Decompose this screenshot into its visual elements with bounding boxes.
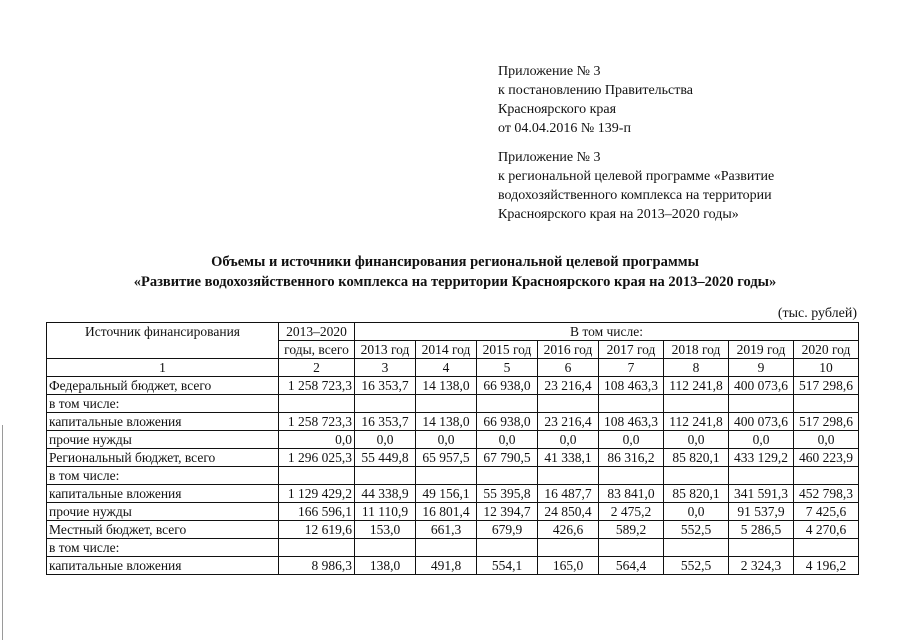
appendix-line: к постановлению Правительства bbox=[498, 83, 694, 98]
row-year-value: 4 270,6 bbox=[794, 521, 859, 539]
row-year-value: 49 156,1 bbox=[416, 485, 477, 503]
appendix-line: Красноярского края bbox=[498, 102, 617, 117]
row-year-value: 24 850,4 bbox=[538, 503, 599, 521]
header-total-line2: годы, всего bbox=[279, 341, 355, 359]
column-number: 1 bbox=[47, 359, 279, 377]
row-year-value bbox=[729, 539, 794, 557]
row-year-value bbox=[664, 467, 729, 485]
row-year-value: 138,0 bbox=[355, 557, 416, 575]
row-total-value bbox=[279, 395, 355, 413]
row-year-value: 83 841,0 bbox=[599, 485, 664, 503]
row-year-value: 0,0 bbox=[538, 431, 599, 449]
appendix-line: Красноярского края на 2013–2020 годы» bbox=[498, 207, 739, 222]
row-year-value: 153,0 bbox=[355, 521, 416, 539]
row-year-value: 165,0 bbox=[538, 557, 599, 575]
header-year: 2015 год bbox=[477, 341, 538, 359]
row-total-value: 1 296 025,3 bbox=[279, 449, 355, 467]
row-year-value bbox=[794, 467, 859, 485]
column-number: 4 bbox=[416, 359, 477, 377]
row-source-label: капитальные вложения bbox=[47, 413, 279, 431]
row-year-value: 517 298,6 bbox=[794, 377, 859, 395]
row-year-value: 0,0 bbox=[664, 503, 729, 521]
appendix-line: Приложение № 3 bbox=[498, 64, 601, 79]
row-year-value: 85 820,1 bbox=[664, 449, 729, 467]
row-source-label: Местный бюджет, всего bbox=[47, 521, 279, 539]
row-year-value: 7 425,6 bbox=[794, 503, 859, 521]
row-year-value: 66 938,0 bbox=[477, 413, 538, 431]
table-row bbox=[47, 539, 859, 557]
row-year-value: 112 241,8 bbox=[664, 413, 729, 431]
row-year-value: 0,0 bbox=[416, 431, 477, 449]
row-year-value: 426,6 bbox=[538, 521, 599, 539]
column-number: 7 bbox=[599, 359, 664, 377]
row-source-label: прочие нужды bbox=[47, 431, 279, 449]
row-source-label: прочие нужды bbox=[47, 503, 279, 521]
row-year-value: 460 223,9 bbox=[794, 449, 859, 467]
row-year-value: 14 138,0 bbox=[416, 413, 477, 431]
column-number: 10 bbox=[794, 359, 859, 377]
row-year-value: 552,5 bbox=[664, 557, 729, 575]
table-row bbox=[47, 377, 859, 395]
row-year-value bbox=[355, 395, 416, 413]
header-year: 2017 год bbox=[599, 341, 664, 359]
row-total-value: 0,0 bbox=[279, 431, 355, 449]
appendix-line: к региональной целевой программе «Развитие bbox=[498, 169, 775, 184]
row-year-value bbox=[599, 395, 664, 413]
row-year-value: 2 324,3 bbox=[729, 557, 794, 575]
column-number: 5 bbox=[477, 359, 538, 377]
row-year-value: 0,0 bbox=[794, 431, 859, 449]
column-number: 8 bbox=[664, 359, 729, 377]
table-row bbox=[47, 557, 859, 575]
row-year-value: 552,5 bbox=[664, 521, 729, 539]
table-row bbox=[47, 503, 859, 521]
row-year-value bbox=[355, 467, 416, 485]
row-year-value bbox=[477, 395, 538, 413]
appendix-government-decree bbox=[498, 62, 858, 138]
row-year-value: 67 790,5 bbox=[477, 449, 538, 467]
table-row bbox=[47, 485, 859, 503]
row-year-value: 16 353,7 bbox=[355, 377, 416, 395]
row-year-value: 11 110,9 bbox=[355, 503, 416, 521]
column-number-row bbox=[47, 359, 859, 377]
row-total-value: 8 986,3 bbox=[279, 557, 355, 575]
header-year: 2013 год bbox=[355, 341, 416, 359]
row-year-value bbox=[599, 539, 664, 557]
row-year-value bbox=[664, 395, 729, 413]
row-total-value bbox=[279, 539, 355, 557]
row-source-label: в том числе: bbox=[47, 467, 279, 485]
row-year-value bbox=[599, 467, 664, 485]
row-total-value: 1 258 723,3 bbox=[279, 377, 355, 395]
row-year-value: 0,0 bbox=[477, 431, 538, 449]
row-year-value bbox=[477, 539, 538, 557]
table-row bbox=[47, 467, 859, 485]
row-year-value bbox=[477, 467, 538, 485]
row-year-value: 55 395,8 bbox=[477, 485, 538, 503]
row-year-value bbox=[794, 395, 859, 413]
row-year-value bbox=[416, 395, 477, 413]
units-label: (тыс. рублей) bbox=[777, 306, 857, 321]
row-year-value: 16 353,7 bbox=[355, 413, 416, 431]
row-year-value bbox=[538, 539, 599, 557]
table-row bbox=[47, 431, 859, 449]
row-year-value: 517 298,6 bbox=[794, 413, 859, 431]
row-year-value: 0,0 bbox=[729, 431, 794, 449]
row-year-value: 400 073,6 bbox=[729, 377, 794, 395]
row-year-value bbox=[538, 467, 599, 485]
row-year-value: 23 216,4 bbox=[538, 413, 599, 431]
row-year-value: 65 957,5 bbox=[416, 449, 477, 467]
header-year: 2019 год bbox=[729, 341, 794, 359]
row-year-value: 55 449,8 bbox=[355, 449, 416, 467]
appendix-line: Приложение № 3 bbox=[498, 150, 601, 165]
row-year-value: 5 286,5 bbox=[729, 521, 794, 539]
header-year: 2018 год bbox=[664, 341, 729, 359]
row-year-value: 108 463,3 bbox=[599, 377, 664, 395]
row-total-value: 12 619,6 bbox=[279, 521, 355, 539]
column-number: 9 bbox=[729, 359, 794, 377]
column-number: 3 bbox=[355, 359, 416, 377]
row-year-value: 108 463,3 bbox=[599, 413, 664, 431]
row-source-label: капитальные вложения bbox=[47, 485, 279, 503]
appendix-line: от 04.04.2016 № 139-п bbox=[498, 121, 631, 136]
row-year-value bbox=[355, 539, 416, 557]
table-row bbox=[47, 521, 859, 539]
title-line-1: Объемы и источники финансирования региональной целевой программы bbox=[211, 254, 699, 270]
table-row bbox=[47, 449, 859, 467]
row-year-value: 23 216,4 bbox=[538, 377, 599, 395]
row-year-value: 452 798,3 bbox=[794, 485, 859, 503]
header-year: 2020 год bbox=[794, 341, 859, 359]
row-year-value: 564,4 bbox=[599, 557, 664, 575]
row-year-value: 14 138,0 bbox=[416, 377, 477, 395]
appendix-line: водохозяйственного комплекса на территории bbox=[498, 188, 772, 203]
row-source-label: Региональный бюджет, всего bbox=[47, 449, 279, 467]
row-source-label: в том числе: bbox=[47, 395, 279, 413]
row-year-value bbox=[416, 467, 477, 485]
row-year-value: 16 801,4 bbox=[416, 503, 477, 521]
row-year-value: 66 938,0 bbox=[477, 377, 538, 395]
row-total-value: 1 258 723,3 bbox=[279, 413, 355, 431]
row-year-value: 4 196,2 bbox=[794, 557, 859, 575]
row-source-label: Федеральный бюджет, всего bbox=[47, 377, 279, 395]
row-year-value: 589,2 bbox=[599, 521, 664, 539]
title-line-2: «Развитие водохозяйственного комплекса на территории Красноярского края на 2013–2020 годы» bbox=[133, 274, 777, 290]
financing-table bbox=[46, 322, 859, 575]
document-title bbox=[40, 252, 870, 292]
row-year-value: 0,0 bbox=[664, 431, 729, 449]
table-row bbox=[47, 413, 859, 431]
row-year-value bbox=[729, 395, 794, 413]
row-total-value: 166 596,1 bbox=[279, 503, 355, 521]
table-row bbox=[47, 395, 859, 413]
row-year-value bbox=[538, 395, 599, 413]
header-year: 2014 год bbox=[416, 341, 477, 359]
row-total-value: 1 129 429,2 bbox=[279, 485, 355, 503]
row-source-label: капитальные вложения bbox=[47, 557, 279, 575]
header-source: Источник финансирования bbox=[47, 323, 279, 359]
table-header-row bbox=[47, 323, 859, 341]
scan-edge-line bbox=[2, 425, 3, 640]
row-year-value: 679,9 bbox=[477, 521, 538, 539]
row-year-value: 0,0 bbox=[599, 431, 664, 449]
row-year-value: 400 073,6 bbox=[729, 413, 794, 431]
row-year-value: 16 487,7 bbox=[538, 485, 599, 503]
row-year-value: 2 475,2 bbox=[599, 503, 664, 521]
row-year-value: 12 394,7 bbox=[477, 503, 538, 521]
row-year-value: 86 316,2 bbox=[599, 449, 664, 467]
row-year-value: 554,1 bbox=[477, 557, 538, 575]
row-year-value: 433 129,2 bbox=[729, 449, 794, 467]
column-number: 2 bbox=[279, 359, 355, 377]
row-year-value: 0,0 bbox=[355, 431, 416, 449]
row-source-label: в том числе: bbox=[47, 539, 279, 557]
row-year-value: 44 338,9 bbox=[355, 485, 416, 503]
row-total-value bbox=[279, 467, 355, 485]
header-total-line1: 2013–2020 bbox=[279, 323, 355, 341]
row-year-value: 91 537,9 bbox=[729, 503, 794, 521]
header-including: В том числе: bbox=[355, 323, 859, 341]
column-number: 6 bbox=[538, 359, 599, 377]
row-year-value: 661,3 bbox=[416, 521, 477, 539]
row-year-value: 85 820,1 bbox=[664, 485, 729, 503]
row-year-value: 112 241,8 bbox=[664, 377, 729, 395]
row-year-value bbox=[416, 539, 477, 557]
row-year-value: 491,8 bbox=[416, 557, 477, 575]
appendix-regional-program bbox=[498, 148, 858, 224]
row-year-value bbox=[664, 539, 729, 557]
header-year: 2016 год bbox=[538, 341, 599, 359]
row-year-value: 41 338,1 bbox=[538, 449, 599, 467]
row-year-value bbox=[729, 467, 794, 485]
row-year-value: 341 591,3 bbox=[729, 485, 794, 503]
row-year-value bbox=[794, 539, 859, 557]
